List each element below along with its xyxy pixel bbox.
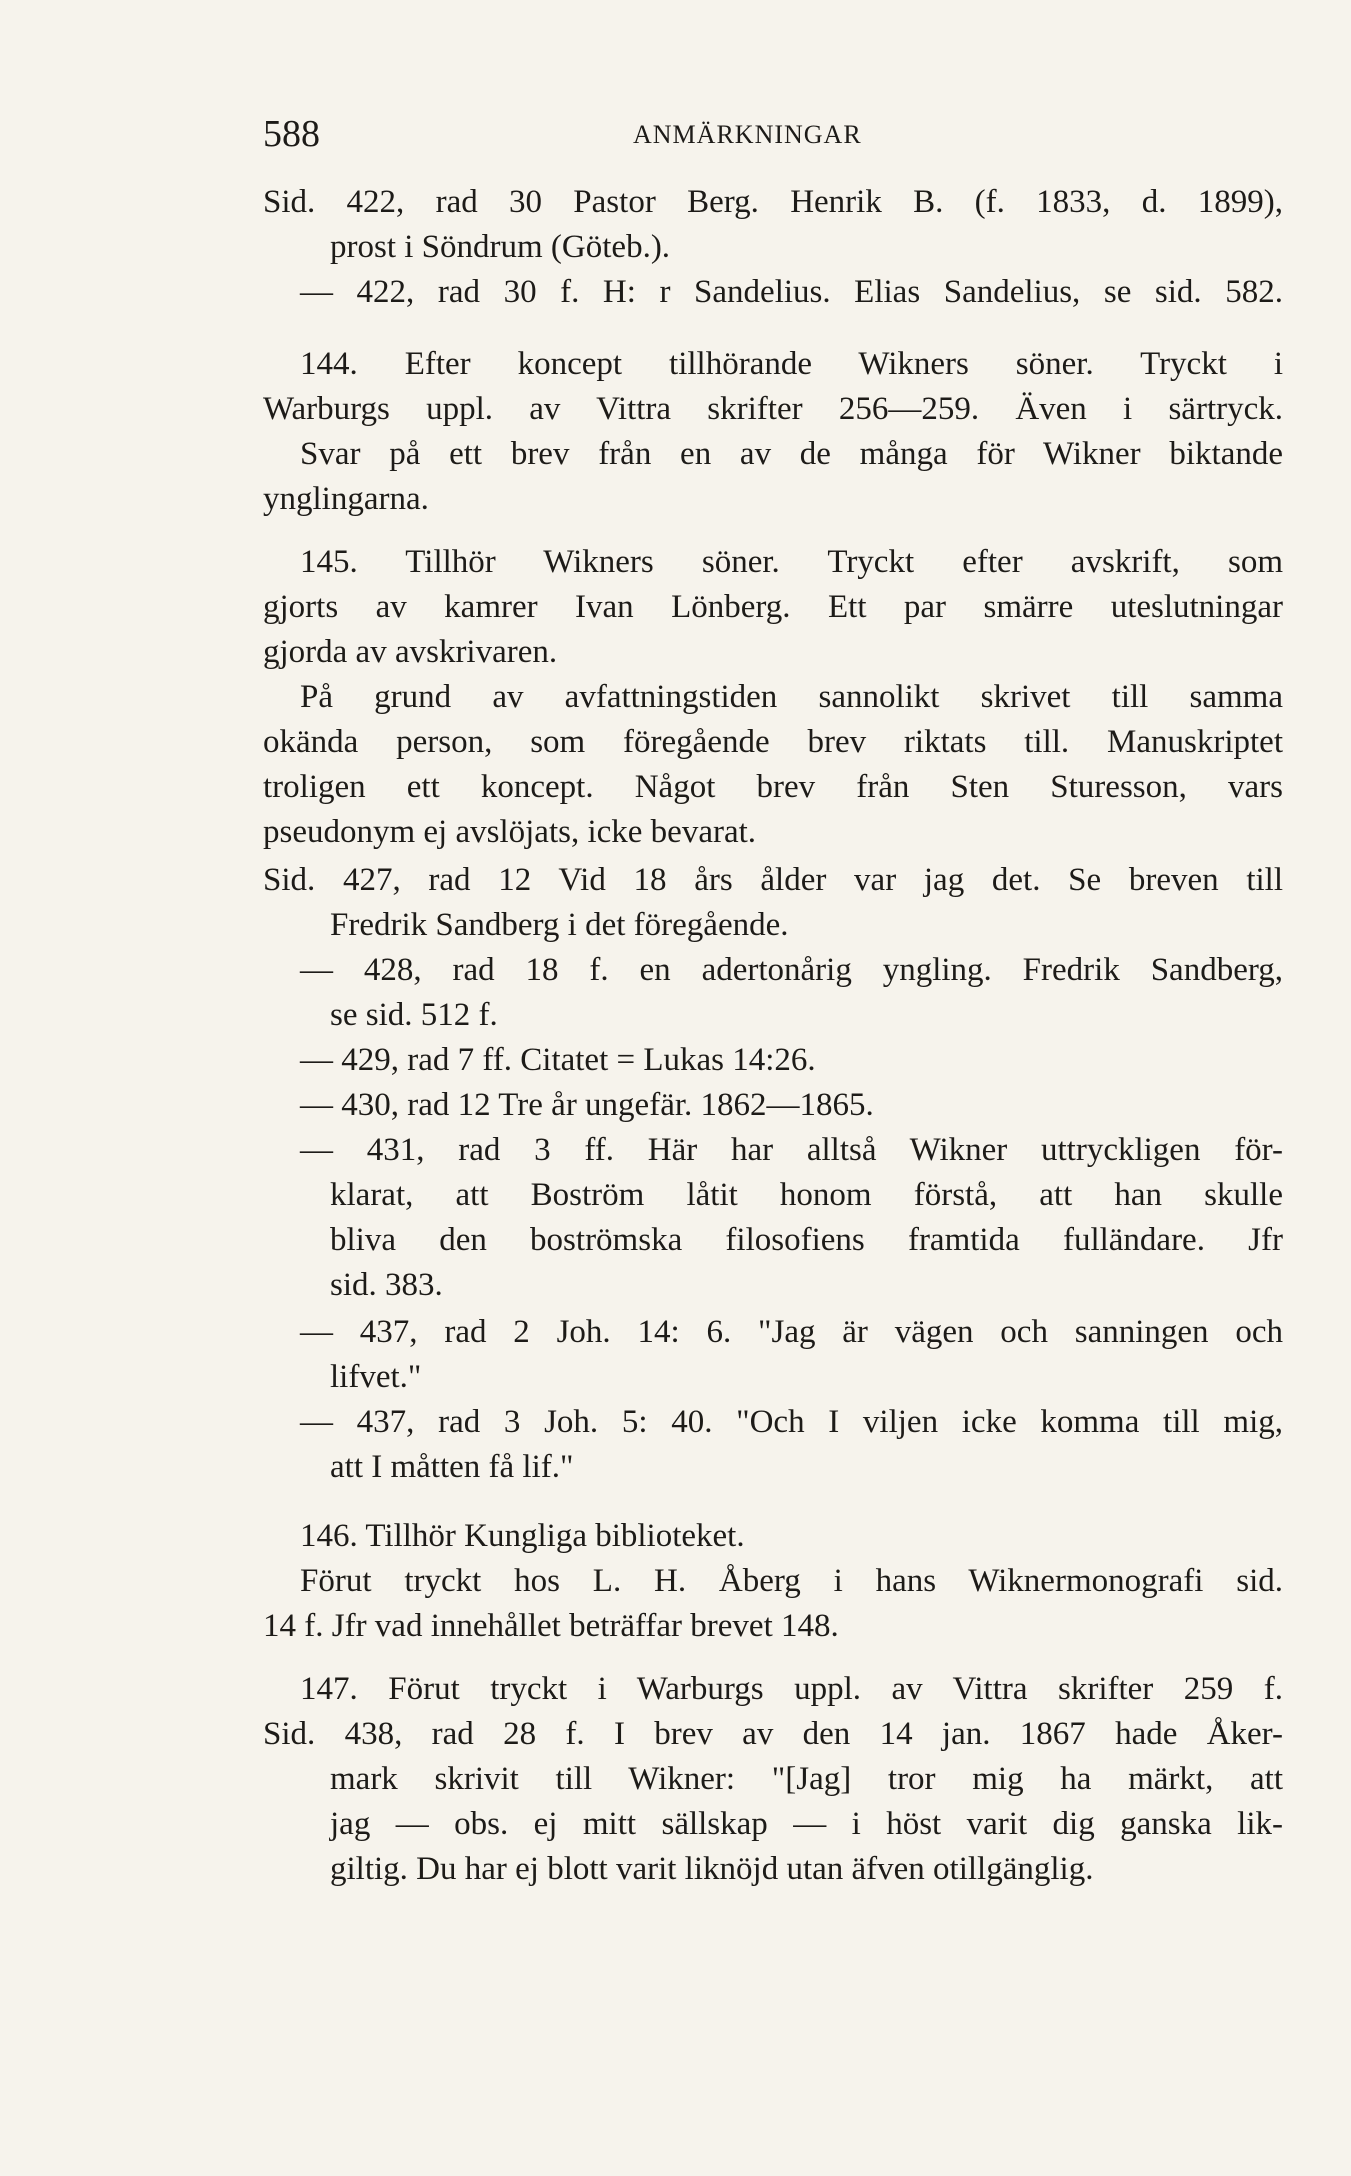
text-line: — 428, rad 18 f. en adertonårig yngling. Fredrik Sandberg, xyxy=(300,952,1283,988)
text-line: 146. Tillhör Kungliga biblioteket. xyxy=(300,1518,745,1554)
text-line: — 422, rad 30 f. H: r Sandelius. Elias Sandelius, se sid. 582. xyxy=(300,274,1283,310)
text-line: klarat, att Boström låtit honom förstå, att han skulle xyxy=(330,1177,1283,1213)
text-line: — 429, rad 7 ff. Citatet = Lukas 14:26. xyxy=(300,1042,816,1078)
text-line: pseudonym ej avslöjats, icke bevarat. xyxy=(263,814,757,850)
text-line: bliva den boströmska filosofiens framtida fulländare. Jfr xyxy=(330,1222,1283,1258)
text-line: okända person, som föregående brev riktats till. Manuskriptet xyxy=(263,724,1283,760)
text-line: På grund av avfattningstiden sannolikt skrivet till samma xyxy=(300,679,1283,715)
text-line: Sid. 427, rad 12 Vid 18 års ålder var jag det. Se breven till xyxy=(263,862,1283,898)
text-line: lifvet." xyxy=(330,1359,422,1395)
text-line: Warburgs uppl. av Vittra skrifter 256—259. Även i särtryck. xyxy=(263,391,1283,427)
page-number: 588 xyxy=(263,113,320,155)
text-line: 147. Förut tryckt i Warburgs uppl. av Vittra skrifter 259 f. xyxy=(300,1671,1283,1707)
text-line: troligen ett koncept. Något brev från Sten Sturesson, vars xyxy=(263,769,1283,805)
text-line: — 431, rad 3 ff. Här har alltså Wikner uttryckligen för- xyxy=(300,1132,1283,1168)
text-line: — 437, rad 3 Joh. 5: 40. "Och I viljen icke komma till mig, xyxy=(300,1404,1283,1440)
text-line: — 430, rad 12 Tre år ungefär. 1862—1865. xyxy=(300,1087,874,1123)
text-line: Fredrik Sandberg i det föregående. xyxy=(330,907,789,943)
text-line: mark skrivit till Wikner: "[Jag] tror mig ha märkt, att xyxy=(330,1761,1283,1797)
running-title: ANMÄRKNINGAR xyxy=(633,120,862,149)
page-header xyxy=(263,112,1263,162)
text-line: 145. Tillhör Wikners söner. Tryckt efter avskrift, som xyxy=(300,544,1283,580)
text-line: Sid. 438, rad 28 f. I brev av den 14 jan. 1867 hade Åker- xyxy=(263,1716,1283,1752)
text-line: sid. 383. xyxy=(330,1267,443,1303)
text-line: Förut tryckt hos L. H. Åberg i hans Wiknermonografi sid. xyxy=(300,1563,1283,1599)
text-line: se sid. 512 f. xyxy=(330,997,498,1033)
text-line: prost i Söndrum (Göteb.). xyxy=(330,229,671,265)
text-line: gjorda av avskrivaren. xyxy=(263,634,558,670)
text-line: 14 f. Jfr vad innehållet beträffar brevet 148. xyxy=(263,1608,839,1644)
text-line: jag — obs. ej mitt sällskap — i höst varit dig ganska lik- xyxy=(330,1806,1283,1842)
text-line: 144. Efter koncept tillhörande Wikners söner. Tryckt i xyxy=(300,346,1283,382)
text-line: gjorts av kamrer Ivan Lönberg. Ett par smärre uteslutningar xyxy=(263,589,1283,625)
text-line: — 437, rad 2 Joh. 14: 6. "Jag är vägen och sanningen och xyxy=(300,1314,1283,1350)
text-line: Svar på ett brev från en av de många för Wikner biktande xyxy=(300,436,1283,472)
text-line: Sid. 422, rad 30 Pastor Berg. Henrik B. (f. 1833, d. 1899), xyxy=(263,184,1283,220)
text-line: att I måtten få lif." xyxy=(330,1449,574,1485)
text-line: giltig. Du har ej blott varit liknöjd utan äfven otillgänglig. xyxy=(330,1851,1094,1887)
text-line: ynglingarna. xyxy=(263,481,429,517)
